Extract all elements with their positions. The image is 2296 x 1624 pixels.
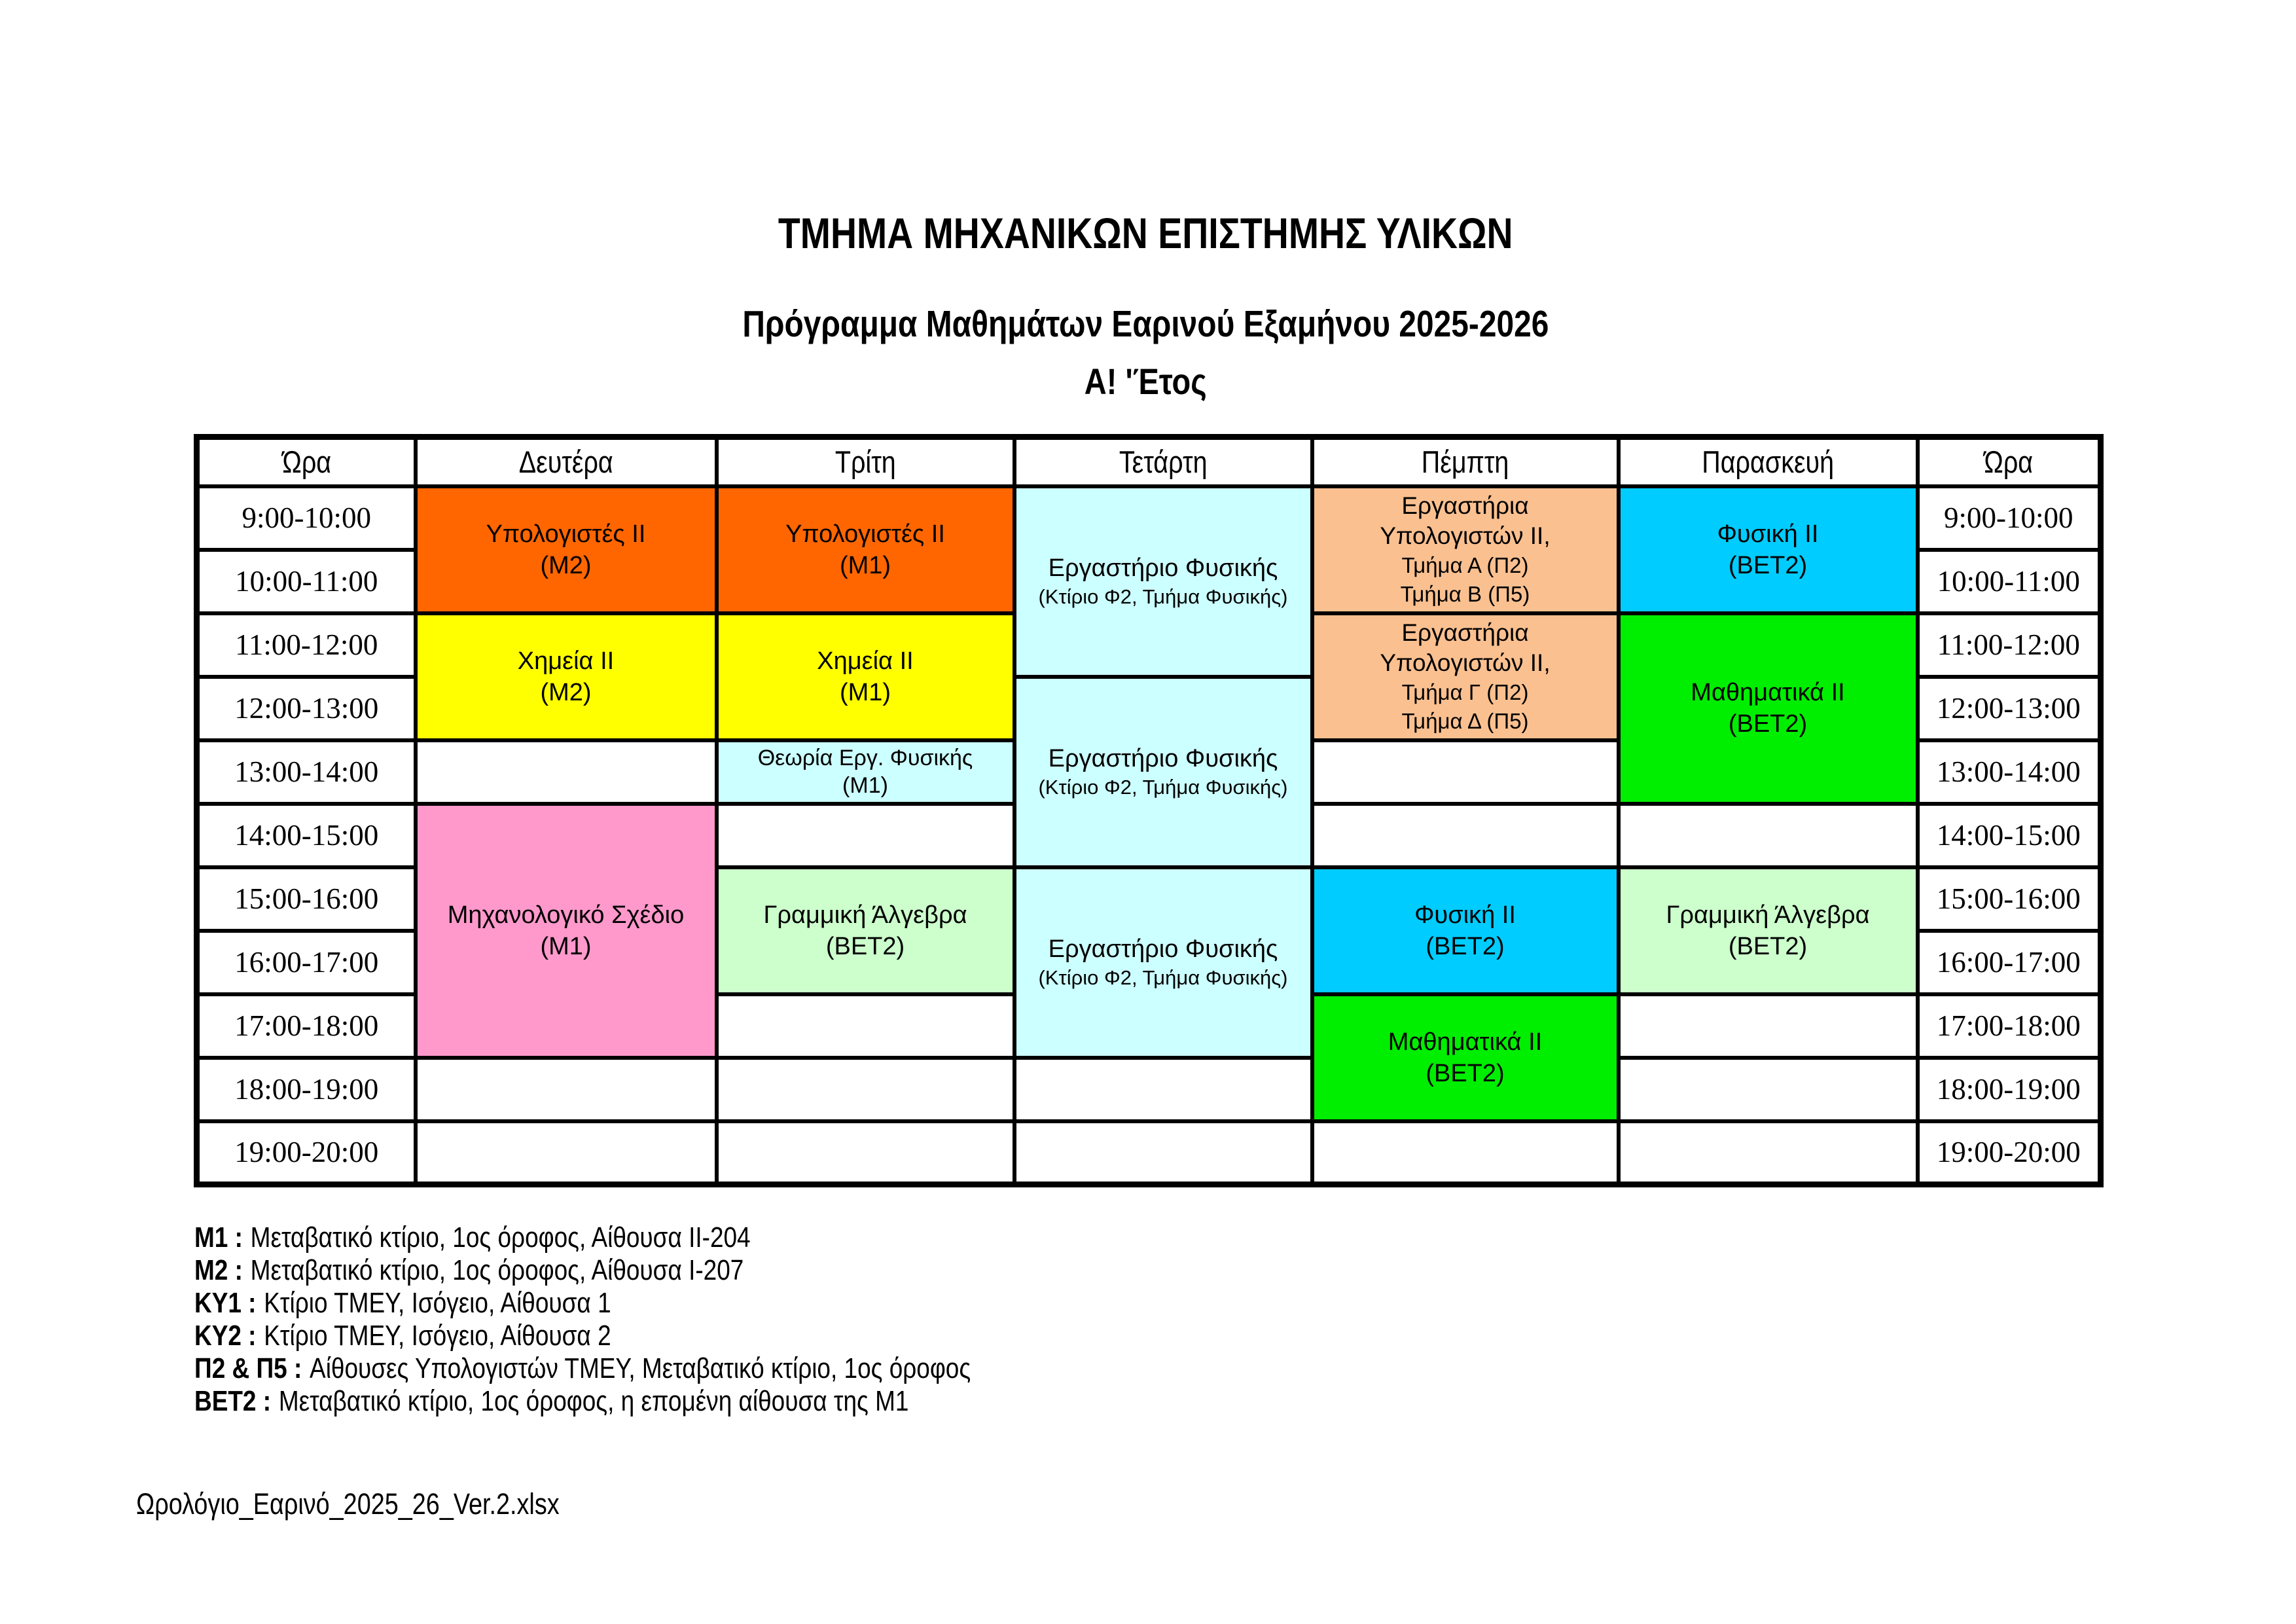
course-cell-tue-chemistry	[717, 613, 1014, 740]
time-cell-left: 10:00-11:00	[197, 550, 416, 613]
col-header-tuesday: Τρίτη	[717, 437, 1014, 486]
course-cell-fri-physics	[1619, 486, 1918, 613]
course-room: (Μ1)	[839, 551, 891, 579]
course-room: (ΒΕΤ2)	[1426, 1059, 1505, 1087]
empty-cell	[1014, 1058, 1312, 1121]
course-title: Υπολογιστές II	[486, 520, 646, 548]
course-room: (Μ2)	[540, 551, 592, 579]
empty-cell	[416, 740, 717, 804]
course-cell-thu-physics	[1312, 867, 1619, 994]
year-label	[194, 360, 2098, 403]
room-legend	[194, 1221, 1119, 1418]
col-header-thursday: Πέμπτη	[1312, 437, 1619, 486]
course-room: (ΒΕΤ2)	[1728, 710, 1808, 738]
legend-item-ky2	[194, 1320, 1119, 1352]
row-9-10	[197, 486, 2101, 550]
time-cell-right: 9:00-10:00	[1918, 486, 2101, 550]
course-room: (ΒΕΤ2)	[1728, 932, 1808, 960]
col-header-wednesday: Τετάρτη	[1014, 437, 1312, 486]
course-cell-thu-complab-ab	[1312, 486, 1619, 613]
empty-cell	[1312, 740, 1619, 804]
empty-cell	[717, 804, 1014, 867]
course-title: Μαθηματικά II	[1691, 679, 1845, 706]
legend-label: Μ2 :	[194, 1254, 243, 1286]
time-cell-left: 9:00-10:00	[197, 486, 416, 550]
course-line: Υπολογιστών II,	[1380, 649, 1551, 676]
time-cell-right: 14:00-15:00	[1918, 804, 2101, 867]
course-line: Τμήμα Δ (Π5)	[1401, 708, 1529, 733]
time-cell-left: 18:00-19:00	[197, 1058, 416, 1121]
col-header-hour-right: Ώρα	[1918, 437, 2101, 486]
course-room: (Κτίριο Φ2, Τμήμα Φυσικής)	[1038, 776, 1288, 799]
legend-text: Μεταβατικό κτίριο, 1ος όροφος, Αίθουσα Ι-207	[250, 1254, 744, 1286]
time-cell-right: 10:00-11:00	[1918, 550, 2101, 613]
time-cell-right: 11:00-12:00	[1918, 613, 2101, 677]
course-cell-wed-physlab-afternoon	[1014, 867, 1312, 1058]
legend-label: Π2 & Π5 :	[194, 1352, 302, 1384]
footer-filename: Ωρολόγιο_Εαρινό_2025_26_Ver.2.xlsx	[136, 1487, 560, 1521]
course-title: Υπολογιστές II	[785, 520, 945, 548]
course-room: (Μ1)	[839, 678, 891, 706]
empty-cell	[717, 994, 1014, 1058]
course-cell-mon-mech-drawing	[416, 804, 717, 1058]
legend-label: Μ1 :	[194, 1221, 243, 1254]
empty-cell	[717, 1058, 1014, 1121]
course-title: Χημεία II	[517, 647, 615, 675]
time-cell-left: 17:00-18:00	[197, 994, 416, 1058]
course-room: (Κτίριο Φ2, Τμήμα Φυσικής)	[1038, 966, 1288, 989]
course-title: Θεωρία Εργ. Φυσικής	[757, 746, 973, 770]
legend-label: ΚΥ1 :	[194, 1287, 257, 1319]
course-title: Εργαστήριο Φυσικής	[1048, 745, 1278, 772]
empty-cell	[416, 1121, 717, 1185]
row-19-20	[197, 1121, 2101, 1185]
page-title	[194, 208, 2098, 258]
time-cell-right: 17:00-18:00	[1918, 994, 2101, 1058]
course-line: Εργαστήρια	[1401, 619, 1529, 646]
course-line: Τμήμα Α (Π2)	[1401, 552, 1529, 577]
empty-cell	[1619, 1058, 1918, 1121]
time-cell-right: 16:00-17:00	[1918, 931, 2101, 994]
legend-item-m2	[194, 1254, 1119, 1287]
time-cell-left: 16:00-17:00	[197, 931, 416, 994]
empty-cell	[1619, 994, 1918, 1058]
time-cell-right: 12:00-13:00	[1918, 677, 2101, 740]
course-cell-fri-linear-algebra	[1619, 867, 1918, 994]
course-title: Γραμμική Άλγεβρα	[1666, 901, 1870, 929]
empty-cell	[416, 1058, 717, 1121]
legend-item-ky1	[194, 1287, 1119, 1320]
time-cell-left: 13:00-14:00	[197, 740, 416, 804]
legend-item-p2p5	[194, 1352, 1119, 1385]
course-cell-thu-math	[1312, 994, 1619, 1121]
course-cell-mon-computers	[416, 486, 717, 613]
col-header-hour-left: Ώρα	[197, 437, 416, 486]
time-cell-right: 13:00-14:00	[1918, 740, 2101, 804]
col-header-friday: Παρασκευή	[1619, 437, 1918, 486]
legend-text: Κτίριο ΤΜΕΥ, Ισόγειο, Αίθουσα 2	[264, 1320, 611, 1352]
course-room: (Μ1)	[842, 773, 888, 798]
legend-text: Αίθουσες Υπολογιστών ΤΜΕΥ, Μεταβατικό κτίριο, 1ος όροφος	[310, 1352, 971, 1384]
course-title: Χημεία II	[817, 647, 914, 675]
time-cell-left: 19:00-20:00	[197, 1121, 416, 1185]
course-room: (Κτίριο Φ2, Τμήμα Φυσικής)	[1038, 585, 1288, 608]
course-cell-tue-physlab-theory	[717, 740, 1014, 804]
time-cell-left: 11:00-12:00	[197, 613, 416, 677]
course-line: Εργαστήρια	[1401, 492, 1529, 519]
time-cell-right: 18:00-19:00	[1918, 1058, 2101, 1121]
course-cell-fri-math	[1619, 613, 1918, 804]
time-cell-left: 14:00-15:00	[197, 804, 416, 867]
timetable	[194, 434, 2104, 1187]
legend-text: Μεταβατικό κτίριο, 1ος όροφος, Αίθουσα ΙΙ-204	[250, 1221, 751, 1254]
course-title: Εργαστήριο Φυσικής	[1048, 935, 1278, 963]
empty-cell	[1014, 1121, 1312, 1185]
course-title: Μαθηματικά II	[1388, 1028, 1543, 1056]
legend-label: ΒΕΤ2 :	[194, 1385, 272, 1417]
header-row	[197, 437, 2101, 486]
year-label-text: Α! 'Έτος	[1085, 361, 1207, 402]
col-header-monday: Δευτέρα	[416, 437, 717, 486]
legend-text: Κτίριο ΤΜΕΥ, Ισόγειο, Αίθουσα 1	[264, 1287, 611, 1319]
empty-cell	[1619, 804, 1918, 867]
course-cell-tue-computers	[717, 486, 1014, 613]
legend-label: ΚΥ2 :	[194, 1320, 257, 1352]
time-cell-right: 19:00-20:00	[1918, 1121, 2101, 1185]
legend-item-m1	[194, 1221, 1119, 1254]
course-room: (ΒΕΤ2)	[1426, 932, 1505, 960]
course-title: Γραμμική Άλγεβρα	[763, 901, 967, 929]
page-subtitle	[194, 302, 2098, 346]
empty-cell	[717, 1121, 1014, 1185]
empty-cell	[1312, 1121, 1619, 1185]
time-cell-left: 15:00-16:00	[197, 867, 416, 931]
course-cell-wed-physlab-morning	[1014, 486, 1312, 677]
time-cell-right: 15:00-16:00	[1918, 867, 2101, 931]
course-line: Τμήμα Β (Π5)	[1400, 581, 1530, 606]
course-title: Φυσική II	[1414, 901, 1516, 929]
empty-cell	[1312, 804, 1619, 867]
course-title: Εργαστήριο Φυσικής	[1048, 554, 1278, 582]
course-cell-mon-chemistry	[416, 613, 717, 740]
course-cell-wed-physlab-midday	[1014, 677, 1312, 867]
empty-cell	[1619, 1121, 1918, 1185]
course-room: (ΒΕΤ2)	[1728, 551, 1808, 579]
legend-text: Μεταβατικό κτίριο, 1ος όροφος, η επομένη αίθουσα της Μ1	[278, 1385, 909, 1417]
page-title-text: ΤΜΗΜΑ ΜΗΧΑΝΙΚΩΝ ΕΠΙΣΤΗΜΗΣ ΥΛΙΚΩΝ	[778, 209, 1513, 257]
page-subtitle-text: Πρόγραμμα Μαθημάτων Εαρινού Εξαμήνου 2025-2026	[742, 303, 1549, 345]
course-cell-thu-complab-cd	[1312, 613, 1619, 740]
course-room: (ΒΕΤ2)	[825, 932, 905, 960]
course-line: Τμήμα Γ (Π2)	[1401, 679, 1529, 704]
course-room: (Μ2)	[540, 678, 592, 706]
course-line: Υπολογιστών II,	[1380, 522, 1551, 549]
course-title: Μηχανολογικό Σχέδιο	[447, 901, 685, 929]
row-18-19	[197, 1058, 2101, 1121]
course-title: Φυσική II	[1717, 520, 1819, 548]
time-cell-left: 12:00-13:00	[197, 677, 416, 740]
course-room: (Μ1)	[540, 932, 592, 960]
legend-item-bet2	[194, 1385, 1119, 1418]
course-cell-tue-linear-algebra	[717, 867, 1014, 994]
